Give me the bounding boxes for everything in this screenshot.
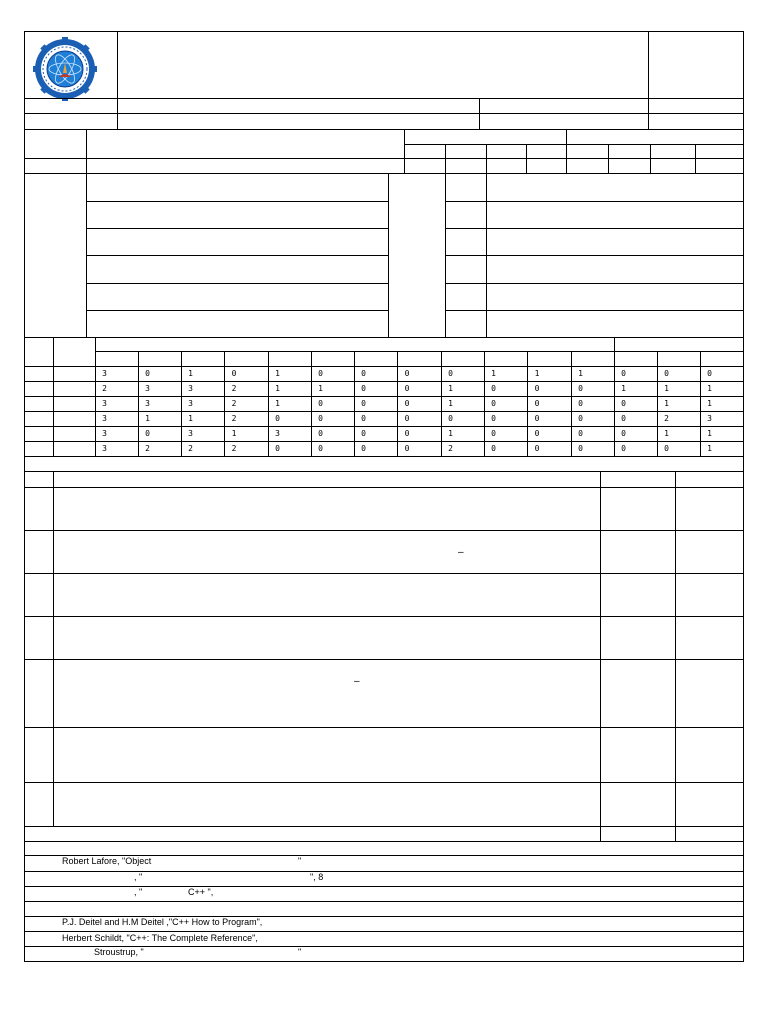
co-po-value: 3 bbox=[275, 429, 280, 438]
co-po-value: 1 bbox=[231, 429, 237, 438]
co-po-value: 1 bbox=[448, 384, 453, 393]
co-po-value: 0 bbox=[361, 444, 366, 453]
grid-line bbox=[24, 366, 743, 367]
reference-book-3-tail: " bbox=[298, 947, 302, 957]
grid-line bbox=[24, 901, 743, 902]
co-po-value: 3 bbox=[188, 429, 193, 438]
co-po-value: 0 bbox=[361, 429, 366, 438]
co-po-value: 0 bbox=[491, 399, 496, 408]
co-po-value: 1 bbox=[578, 369, 583, 378]
co-po-value: 1 bbox=[145, 414, 150, 423]
grid-line bbox=[404, 144, 743, 145]
co-po-value: 2 bbox=[102, 384, 107, 393]
co-po-value: 3 bbox=[188, 399, 193, 408]
grid-line bbox=[486, 144, 487, 173]
co-po-value: 0 bbox=[275, 444, 280, 453]
co-po-value: 1 bbox=[621, 384, 626, 393]
co-po-value: 0 bbox=[404, 384, 410, 393]
grid-line bbox=[24, 456, 743, 457]
co-po-value: 1 bbox=[707, 384, 712, 393]
co-po-value: 0 bbox=[578, 444, 583, 453]
co-po-value: 0 bbox=[361, 399, 366, 408]
grid-line bbox=[24, 931, 743, 932]
co-po-value: 0 bbox=[404, 414, 410, 423]
co-po-value: 0 bbox=[361, 414, 366, 423]
co-po-value: 2 bbox=[231, 444, 237, 453]
unit-5-dash: – bbox=[354, 676, 360, 687]
co-po-value: 0 bbox=[664, 369, 669, 378]
grid-line bbox=[650, 144, 651, 173]
co-po-value: 2 bbox=[664, 414, 669, 423]
grid-line bbox=[86, 129, 87, 173]
co-po-value: 3 bbox=[145, 399, 150, 408]
grid-line bbox=[608, 144, 609, 173]
grid-line bbox=[24, 441, 743, 442]
co-po-value: 0 bbox=[145, 369, 150, 378]
grid-line bbox=[24, 396, 743, 397]
co-po-value: 0 bbox=[361, 369, 366, 378]
co-po-value: 1 bbox=[318, 384, 323, 393]
grid-line bbox=[86, 310, 388, 311]
grid-line bbox=[24, 782, 743, 783]
unit-2-dash: – bbox=[458, 547, 464, 558]
co-po-value: 2 bbox=[188, 444, 193, 453]
grid-line bbox=[675, 471, 676, 841]
co-po-value: 2 bbox=[145, 444, 150, 453]
text-book-2-tail: ", 8 bbox=[310, 872, 324, 882]
co-po-value: 0 bbox=[491, 429, 496, 438]
grid-line bbox=[445, 144, 446, 173]
grid-line bbox=[86, 228, 388, 229]
grid-line bbox=[695, 144, 696, 173]
co-po-value: 0 bbox=[534, 399, 540, 408]
grid-line bbox=[24, 841, 743, 842]
co-po-value: 0 bbox=[621, 429, 626, 438]
grid-line bbox=[600, 471, 601, 841]
co-po-value: 1 bbox=[188, 369, 193, 378]
grid-line bbox=[648, 31, 649, 129]
co-po-value: 0 bbox=[491, 384, 496, 393]
grid-line bbox=[53, 471, 54, 826]
co-po-value: 0 bbox=[318, 369, 323, 378]
grid-line bbox=[24, 158, 743, 159]
text-book-1: Robert Lafore, "Object bbox=[62, 856, 152, 866]
co-po-value: 0 bbox=[621, 369, 626, 378]
co-po-value: 0 bbox=[491, 414, 496, 423]
co-po-value: 0 bbox=[534, 414, 540, 423]
co-po-value: 1 bbox=[534, 369, 540, 378]
institute-seal-icon bbox=[33, 37, 97, 101]
co-po-value: 1 bbox=[448, 399, 453, 408]
co-po-value: 1 bbox=[448, 429, 453, 438]
co-po-value: 1 bbox=[188, 414, 193, 423]
text-book-1-tail: " bbox=[298, 856, 302, 866]
grid-line bbox=[445, 283, 743, 284]
grid-line bbox=[743, 351, 744, 456]
co-po-value: 0 bbox=[621, 444, 626, 453]
grid-line bbox=[24, 871, 743, 872]
co-po-value: 0 bbox=[534, 429, 540, 438]
syllabus-sheet bbox=[24, 31, 744, 962]
grid-line bbox=[445, 201, 743, 202]
co-po-value: 3 bbox=[102, 414, 107, 423]
grid-line bbox=[86, 201, 388, 202]
co-po-value: 2 bbox=[231, 384, 237, 393]
grid-line bbox=[24, 573, 743, 574]
co-po-value: 1 bbox=[664, 429, 669, 438]
grid-line bbox=[24, 826, 743, 827]
co-po-value: 0 bbox=[621, 399, 626, 408]
grid-line bbox=[86, 255, 388, 256]
reference-book-3: Stroustrup, " bbox=[94, 947, 144, 957]
grid-line bbox=[24, 173, 743, 174]
co-po-value: 0 bbox=[361, 384, 366, 393]
co-po-value: 0 bbox=[534, 444, 540, 453]
co-po-value: 3 bbox=[102, 429, 107, 438]
co-po-value: 0 bbox=[318, 399, 323, 408]
co-po-value: 1 bbox=[275, 384, 280, 393]
co-po-value: 1 bbox=[491, 369, 496, 378]
co-po-value: 3 bbox=[145, 384, 150, 393]
grid-line bbox=[24, 337, 743, 338]
grid-line bbox=[479, 98, 480, 129]
co-po-value: 0 bbox=[404, 429, 410, 438]
grid-line bbox=[526, 144, 527, 173]
co-po-value: 0 bbox=[404, 399, 410, 408]
co-po-value: 0 bbox=[318, 444, 323, 453]
co-po-value: 0 bbox=[448, 369, 453, 378]
grid-line bbox=[24, 129, 743, 130]
co-po-value: 2 bbox=[231, 399, 237, 408]
text-book-3: , " bbox=[134, 887, 143, 897]
co-po-value: 3 bbox=[102, 444, 107, 453]
co-po-value: 2 bbox=[231, 414, 237, 423]
reference-book-2: Herbert Schildt, "C++: The Complete Reference", bbox=[62, 933, 258, 943]
grid-line bbox=[86, 283, 388, 284]
co-po-value: 0 bbox=[318, 429, 323, 438]
co-po-value: 1 bbox=[664, 384, 669, 393]
co-po-value: 0 bbox=[145, 429, 150, 438]
text-book-3-tail: C++ ", bbox=[188, 887, 214, 897]
grid-line bbox=[24, 659, 743, 660]
grid-line bbox=[445, 310, 743, 311]
co-po-value: 0 bbox=[578, 414, 583, 423]
co-po-value: 1 bbox=[275, 369, 280, 378]
co-po-value: 0 bbox=[621, 414, 626, 423]
co-po-value: 0 bbox=[578, 384, 583, 393]
grid-line bbox=[24, 426, 743, 427]
co-po-value: 0 bbox=[534, 384, 540, 393]
reference-book-1: P.J. Deitel and H.M Deitel ,"C++ How to Program", bbox=[62, 917, 263, 927]
co-po-value: 3 bbox=[102, 369, 107, 378]
co-po-value: 1 bbox=[707, 429, 712, 438]
grid-line bbox=[95, 351, 743, 352]
grid-line bbox=[24, 530, 743, 531]
co-po-value: 1 bbox=[275, 399, 280, 408]
grid-line bbox=[566, 129, 567, 173]
co-po-value: 1 bbox=[707, 399, 712, 408]
grid-line bbox=[24, 113, 743, 114]
co-po-value: 0 bbox=[231, 369, 237, 378]
grid-line bbox=[24, 381, 743, 382]
grid-line bbox=[404, 129, 405, 173]
co-po-value: 0 bbox=[664, 444, 669, 453]
co-po-value: 0 bbox=[578, 429, 583, 438]
co-po-value: 3 bbox=[707, 414, 712, 423]
co-po-value: 0 bbox=[404, 369, 410, 378]
grid-line bbox=[24, 98, 743, 99]
co-po-value: 1 bbox=[664, 399, 669, 408]
grid-line bbox=[445, 255, 743, 256]
grid-line bbox=[24, 487, 743, 488]
text-book-2: , " bbox=[134, 872, 143, 882]
co-po-value: 2 bbox=[448, 444, 453, 453]
co-po-value: 0 bbox=[578, 399, 583, 408]
co-po-value: 0 bbox=[404, 444, 410, 453]
grid-line bbox=[24, 411, 743, 412]
co-po-value: 1 bbox=[707, 444, 712, 453]
co-po-value: 0 bbox=[707, 369, 712, 378]
grid-line bbox=[24, 886, 743, 887]
grid-line bbox=[24, 616, 743, 617]
co-po-value: 0 bbox=[275, 414, 280, 423]
co-po-value: 0 bbox=[318, 414, 323, 423]
grid-line bbox=[388, 173, 389, 337]
grid-line bbox=[117, 31, 118, 129]
co-po-value: 0 bbox=[448, 414, 453, 423]
co-po-value: 0 bbox=[491, 444, 496, 453]
grid-line bbox=[445, 228, 743, 229]
grid-line bbox=[24, 727, 743, 728]
grid-line bbox=[24, 471, 743, 472]
co-po-value: 3 bbox=[188, 384, 193, 393]
co-po-value: 3 bbox=[102, 399, 107, 408]
